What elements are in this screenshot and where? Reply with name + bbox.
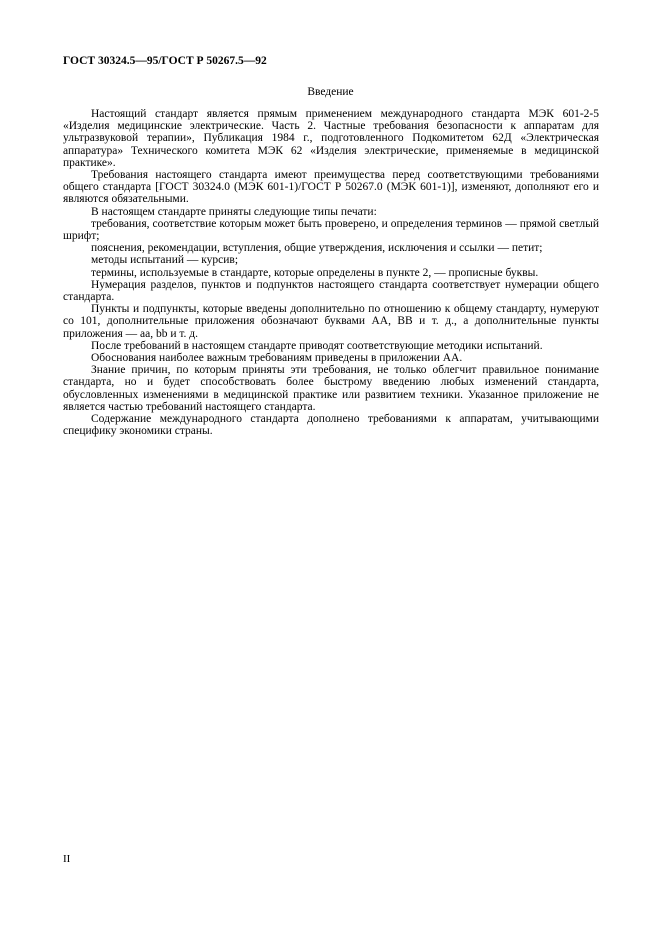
section-title: Введение <box>307 86 354 98</box>
paragraph-requirements-priority: Требования настоящего стандарта имеют преимущества перед соответствующими требованиями общего стандарта [ГОСТ 30324.0 (МЭК 601-1)/ГОСТ Р 50267.0 (МЭК 601-1)], изменяют, дополняют его и являются обязательными. <box>63 169 599 206</box>
paragraph-numbering: Нумерация разделов, пунктов и подпунктов настоящего стандарта соответствует нумерации общего стандарта. <box>63 278 599 304</box>
paragraph-test-methods: После требований в настоящем стандарте приводят соответствующие методики испытаний. <box>91 339 543 352</box>
paragraph-content-supplement: Содержание международного стандарта дополнено требованиями к аппаратам, учитывающими специфику экономики страны. <box>63 413 599 438</box>
page-number: II <box>63 853 71 865</box>
paragraph-additional-clauses: Пункты и подпункты, которые введены дополнительно по отношению к общему стандарту, нумеруют со 101, дополнительные приложения обозначают буквами АА, ВВ и т. д., а дополнительные пункты приложения — аа, bb и т. д. <box>63 303 599 340</box>
paragraph-print-type-terms: термины, используемые в стандарте, которые определены в пункте 2, — прописные буквы. <box>91 266 539 279</box>
paragraph-print-type-test-methods: методы испытаний — курсив; <box>91 254 239 267</box>
paragraph-print-type-requirements: требования, соответствие которым может быть проверено, и определения терминов — прямой светлый шрифт; <box>63 217 599 243</box>
paragraph-print-type-explanations: пояснения, рекомендации, вступления, общие утверждения, исключения и ссылки — петит; <box>91 242 543 255</box>
paragraph-intro: Настоящий стандарт является прямым применением международного стандарта МЭК 601-2-5 «Изделия медицинские электрические. Часть 2. Частные требования безопасности к аппаратам для ультразвуковой терапии», Публикация 1984 г., подготовленного Подкомитетом 62Д «Электрическая аппаратура» Технического комитета МЭК 62 «Изделия электрические, применяемые в медицинской практике». <box>63 108 599 169</box>
paragraph-knowledge-of-reasons: Знание причин, по которым приняты эти требования, не только облегчит правильное понимание стандарта, но и будет способствовать более быстрому введению любых изменений стандарта, обусловленных изменениями в медицинской практике или развитием техники. Указанное приложение не является частью требований настоящего стандарта. <box>63 364 599 413</box>
running-header: ГОСТ 30324.5—95/ГОСТ Р 50267.5—92 <box>63 55 267 67</box>
body-text <box>63 108 599 437</box>
paragraph-rationale: Обоснования наиболее важным требованиям приведены в приложении АА. <box>91 352 463 365</box>
paragraph-print-types: В настоящем стандарте приняты следующие типы печати: <box>91 205 377 218</box>
